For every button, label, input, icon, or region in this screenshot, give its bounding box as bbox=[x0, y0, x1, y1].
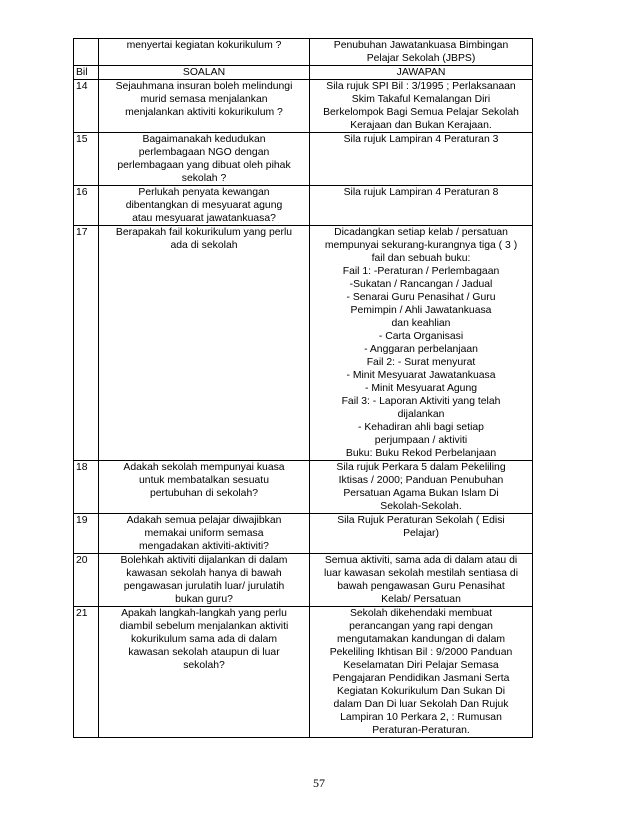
soalan-line: pengawasan jurulatih luar/ jurulatih bbox=[123, 581, 285, 592]
header-row bbox=[74, 66, 533, 80]
jawapan-line: Berkelompok Bagi Semua Pelajar Sekolah bbox=[323, 107, 519, 118]
soalan-line: perlembagaan NGO dengan bbox=[138, 147, 270, 158]
jawapan-line: dijalankan bbox=[397, 409, 445, 420]
soalan-line: Apakah langkah-langkah yang perlu bbox=[121, 608, 287, 619]
soalan-line: kokurikulum sama ada di dalam bbox=[130, 634, 278, 645]
jawapan-cell bbox=[310, 607, 533, 738]
jawapan-line: Sila rujuk Perkara 5 dalam Pekeliling bbox=[336, 462, 506, 473]
jawapan-line: Lampiran 10 Perkara 2, : Rumusan bbox=[340, 712, 502, 723]
jawapan-line: Fail 3: - Laporan Aktiviti yang telah bbox=[341, 396, 501, 407]
jawapan-line: dalam Dan Di luar Sekolah Dan Rujuk bbox=[333, 699, 509, 710]
jawapan-line: Iktisas / 2000; Panduan Penubuhan bbox=[338, 475, 504, 486]
jawapan-cell bbox=[310, 186, 533, 226]
continued-row bbox=[74, 39, 533, 66]
jawapan-line: Peraturan-Peraturan. bbox=[372, 725, 470, 736]
jawapan-line: Semua aktiviti, sama ada di dalam atau di bbox=[324, 555, 518, 566]
soalan-line: Bolehkah aktiviti dijalankan di dalam bbox=[120, 555, 288, 566]
soalan-line: menyertai kegiatan kokurikulum ? bbox=[126, 40, 282, 51]
jawapan-line: mempunyai sekurang-kurangnya tiga ( 3 ) bbox=[324, 240, 518, 251]
soalan-line: sekolah ? bbox=[181, 173, 227, 184]
jawapan-line: mengutamakan kandungan di dalam bbox=[336, 634, 506, 645]
jawapan-line: Kerajaan dan Bukan Kerajaan. bbox=[350, 120, 492, 131]
bil-cell bbox=[74, 39, 99, 66]
soalan-cell bbox=[99, 39, 310, 66]
header-jawapan: JAWAPAN bbox=[310, 66, 533, 80]
table-row bbox=[74, 554, 533, 607]
page-number: 57 bbox=[313, 776, 325, 790]
bil-cell: 21 bbox=[74, 607, 99, 738]
jawapan-line: - Minit Mesyuarat Agung bbox=[364, 383, 478, 394]
soalan-line: mengadakan aktiviti-aktiviti? bbox=[139, 541, 269, 552]
soalan-line: Berapakah fail kokurikulum yang perlu bbox=[115, 227, 293, 238]
table-row bbox=[74, 607, 533, 738]
jawapan-line: -Sukatan / Rancangan / Jadual bbox=[349, 279, 493, 290]
soalan-line: sekolah? bbox=[183, 660, 225, 671]
soalan-cell bbox=[99, 186, 310, 226]
jawapan-line: Fail 2: - Surat menyurat bbox=[366, 357, 476, 368]
table-row bbox=[74, 226, 533, 461]
jawapan-line: Sekolah dikehendaki membuat bbox=[349, 608, 493, 619]
bil-cell: 17 bbox=[74, 226, 99, 461]
jawapan-line: Pelajar) bbox=[403, 528, 439, 539]
soalan-line: diambil sebelum menjalankan aktiviti bbox=[119, 621, 289, 632]
bil-cell: 18 bbox=[74, 461, 99, 514]
soalan-line: murid semasa menjalankan bbox=[140, 94, 268, 105]
header-soalan: SOALAN bbox=[99, 66, 310, 80]
soalan-cell bbox=[99, 514, 310, 554]
jawapan-line: - Minit Mesyuarat Jawatankuasa bbox=[346, 370, 496, 381]
jawapan-cell bbox=[310, 554, 533, 607]
table-row bbox=[74, 461, 533, 514]
jawapan-line: luar kawasan sekolah mestilah sentiasa di bbox=[323, 568, 519, 579]
jawapan-line: Pelajar Sekolah (JBPS) bbox=[366, 53, 476, 64]
jawapan-line: Sila rujuk SPI Bil : 3/1995 ; Perlaksanaan bbox=[326, 81, 516, 92]
bil-cell: 19 bbox=[74, 514, 99, 554]
soalan-cell bbox=[99, 133, 310, 186]
soalan-line: kawasan sekolah ataupun di luar bbox=[128, 647, 280, 658]
soalan-line: Adakah semua pelajar diwajibkan bbox=[126, 515, 282, 526]
table-row bbox=[74, 133, 533, 186]
jawapan-line: Penubuhan Jawatankuasa Bimbingan bbox=[333, 40, 509, 51]
table-row bbox=[74, 80, 533, 133]
jawapan-line: Sila rujuk Lampiran 4 Peraturan 3 bbox=[343, 134, 499, 145]
jawapan-cell bbox=[310, 80, 533, 133]
header-bil: Bil bbox=[74, 66, 99, 80]
jawapan-line: Sila Rujuk Peraturan Sekolah ( Edisi bbox=[337, 515, 505, 526]
soalan-line: ada di sekolah bbox=[170, 240, 238, 251]
jawapan-line: Sekolah-Sekolah. bbox=[380, 501, 462, 512]
soalan-line: Sejauhmana insuran boleh melindungi bbox=[115, 81, 293, 92]
table-row bbox=[74, 514, 533, 554]
soalan-line: Perlukah penyata kewangan bbox=[138, 187, 270, 198]
soalan-cell bbox=[99, 80, 310, 133]
jawapan-cell bbox=[310, 226, 533, 461]
bil-cell: 14 bbox=[74, 80, 99, 133]
soalan-line: pertubuhan di sekolah? bbox=[149, 488, 259, 499]
jawapan-line: fail dan sebuah buku: bbox=[371, 253, 471, 264]
soalan-line: perlembagaan yang dibuat oleh pihak bbox=[117, 160, 291, 171]
jawapan-cell bbox=[310, 39, 533, 66]
soalan-cell bbox=[99, 607, 310, 738]
jawapan-line: - Anggaran perbelanjaan bbox=[364, 344, 478, 355]
jawapan-line: Kelab/ Persatuan bbox=[381, 594, 461, 605]
table-row bbox=[74, 186, 533, 226]
soalan-cell bbox=[99, 461, 310, 514]
soalan-line: menjalankan aktiviti kokurikulum ? bbox=[125, 107, 283, 118]
jawapan-line: bawah pengawasan Guru Penasihat bbox=[337, 581, 505, 592]
bil-cell: 16 bbox=[74, 186, 99, 226]
soalan-line: atau mesyuarat jawatankuasa? bbox=[132, 213, 276, 224]
jawapan-line: Keselamatan Diri Pelajar Semasa bbox=[343, 660, 499, 671]
jawapan-line: Kegiatan Kokurikulum Dan Sukan Di bbox=[336, 686, 506, 697]
jawapan-cell bbox=[310, 461, 533, 514]
soalan-cell bbox=[99, 554, 310, 607]
jawapan-line: perjumpaan / aktiviti bbox=[374, 435, 468, 446]
jawapan-line: Fail 1: -Peraturan / Perlembagaan bbox=[342, 266, 500, 277]
jawapan-line: Skim Takaful Kemalangan Diri bbox=[351, 94, 491, 105]
bil-cell: 15 bbox=[74, 133, 99, 186]
jawapan-line: Buku: Buku Rekod Perbelanjaan bbox=[345, 448, 497, 459]
jawapan-line: Pekeliling Ikhtisan Bil : 9/2000 Panduan bbox=[329, 647, 513, 658]
soalan-line: Adakah sekolah mempunyai kuasa bbox=[123, 462, 285, 473]
jawapan-line: Pengajaran Pendidikan Jasmani Serta bbox=[332, 673, 510, 684]
jawapan-line: - Kehadiran ahli bagi setiap bbox=[358, 422, 484, 433]
jawapan-line: - Carta Organisasi bbox=[378, 331, 464, 342]
jawapan-line: Dicadangkan setiap kelab / persatuan bbox=[334, 227, 508, 238]
soalan-line: untuk membatalkan sesuatu bbox=[139, 475, 269, 486]
soalan-line: kawasan sekolah hanya di bawah bbox=[126, 568, 282, 579]
faq-table bbox=[73, 38, 533, 738]
jawapan-line: Persatuan Agama Bukan Islam Di bbox=[343, 488, 499, 499]
soalan-line: bukan guru? bbox=[175, 594, 233, 605]
soalan-line: Bagaimanakah kedudukan bbox=[142, 134, 266, 145]
jawapan-line: Pemimpin / Ahli Jawatankuasa bbox=[350, 305, 492, 316]
jawapan-line: dan keahlian bbox=[391, 318, 451, 329]
bil-cell: 20 bbox=[74, 554, 99, 607]
jawapan-cell bbox=[310, 514, 533, 554]
soalan-line: dibentangkan di mesyuarat agung bbox=[125, 200, 283, 211]
soalan-cell bbox=[99, 226, 310, 461]
soalan-line: memakai uniform semasa bbox=[144, 528, 264, 539]
jawapan-cell bbox=[310, 133, 533, 186]
jawapan-line: - Senarai Guru Penasihat / Guru bbox=[346, 292, 496, 303]
jawapan-line: Sila rujuk Lampiran 4 Peraturan 8 bbox=[343, 187, 499, 198]
jawapan-line: perancangan yang rapi dengan bbox=[349, 621, 493, 632]
